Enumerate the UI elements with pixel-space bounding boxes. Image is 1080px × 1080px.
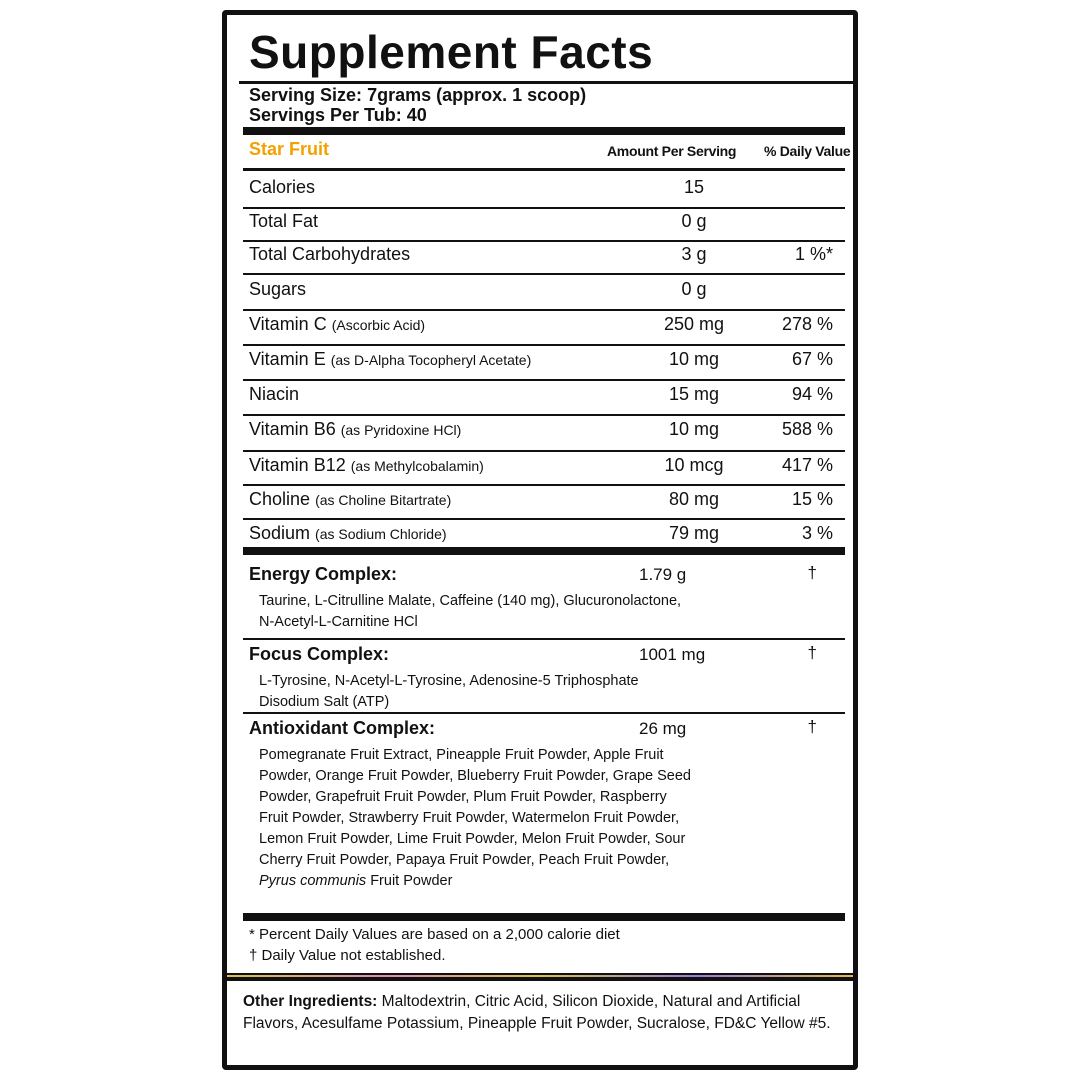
nutrient-name: Niacin bbox=[249, 384, 300, 404]
footnote-dagger: † Daily Value not established. bbox=[249, 947, 446, 964]
nutrient-daily-value: 94 % bbox=[791, 384, 833, 404]
nutrient-name: Total Fat bbox=[249, 211, 319, 231]
column-header-daily-value: % Daily Value bbox=[764, 143, 851, 159]
divider-thick bbox=[243, 547, 845, 555]
complex-amount: 26 mg bbox=[639, 719, 687, 738]
serving-size-value: 7grams (approx. 1 scoop) bbox=[367, 85, 587, 105]
complex-daily-value: † bbox=[807, 717, 817, 736]
row-divider bbox=[243, 240, 845, 242]
complex-desc-italic: Pyrus communis bbox=[259, 873, 367, 889]
complex-daily-value: † bbox=[807, 563, 817, 582]
divider-thick bbox=[243, 127, 845, 135]
complex-description: L-Tyrosine, N-Acetyl-L-Tyrosine, Adenosine-5 Triphosphate Disodium Salt (ATP) bbox=[259, 673, 639, 710]
nutrient-note: (Ascorbic Acid) bbox=[331, 317, 426, 333]
row-divider bbox=[243, 207, 845, 209]
row-divider bbox=[243, 273, 845, 275]
nutrient-amount: 250 mg bbox=[663, 314, 725, 334]
complex-description: Taurine, L-Citrulline Malate, Caffeine (140 mg), Glucuronolactone, N-Acetyl-L-Carnitine HCl bbox=[259, 593, 682, 630]
supplement-facts-panel bbox=[222, 10, 858, 1070]
nutrient-daily-value: 278 % bbox=[781, 314, 833, 334]
complex-name: Energy Complex: bbox=[249, 564, 398, 584]
title-rule bbox=[239, 81, 853, 84]
column-header-amount: Amount Per Serving bbox=[607, 143, 737, 159]
nutrient-name: Vitamin B12 (as Methylcobalamin) bbox=[249, 455, 484, 475]
complex-block bbox=[249, 563, 845, 633]
nutrient-name: Choline (as Choline Bitartrate) bbox=[249, 489, 452, 509]
nutrient-amount: 10 mg bbox=[668, 419, 720, 439]
nutrient-name: Sodium (as Sodium Chloride) bbox=[249, 523, 447, 543]
nutrient-amount: 3 g bbox=[681, 244, 707, 264]
nutrient-daily-value: 3 % bbox=[801, 523, 833, 543]
nutrient-name: Vitamin B6 (as Pyridoxine HCl) bbox=[249, 419, 462, 439]
nutrient-amount: 0 g bbox=[681, 279, 707, 299]
row-divider bbox=[243, 518, 845, 520]
flavor-label: Star Fruit bbox=[249, 139, 330, 159]
row-divider bbox=[243, 414, 845, 416]
servings-per-container bbox=[249, 105, 427, 125]
nutrient-note: (as Choline Bitartrate) bbox=[315, 492, 452, 508]
divider-thick bbox=[243, 913, 845, 921]
nutrient-amount: 80 mg bbox=[668, 489, 720, 509]
nutrient-amount: 0 g bbox=[681, 211, 707, 231]
nutrient-name: Vitamin C (Ascorbic Acid) bbox=[249, 314, 426, 334]
color-band bbox=[227, 973, 853, 981]
row-divider bbox=[243, 712, 845, 714]
nutrient-name: Calories bbox=[249, 177, 316, 197]
servings-per-value: 40 bbox=[406, 105, 427, 125]
nutrient-daily-value: 417 % bbox=[781, 455, 833, 475]
row-divider bbox=[243, 450, 845, 452]
nutrient-daily-value: 67 % bbox=[791, 349, 833, 369]
row-divider bbox=[243, 638, 845, 640]
nutrient-amount: 15 mg bbox=[668, 384, 720, 404]
nutrient-daily-value: 1 %* bbox=[794, 244, 833, 264]
nutrient-name: Total Carbohydrates bbox=[249, 244, 411, 264]
row-divider bbox=[243, 309, 845, 311]
other-ingredients-text: Maltodextrin, Citric Acid, Silicon Dioxide, Natural and Artificial Flavors, Acesulfame Potassium, Pineapple Fruit Powder, Sucralose, FD&C Yellow #5. bbox=[243, 993, 831, 1032]
nutrient-amount: 79 mg bbox=[668, 523, 720, 543]
divider-header bbox=[243, 168, 845, 171]
nutrient-amount: 15 bbox=[683, 177, 705, 197]
nutrient-amount: 10 mcg bbox=[664, 455, 724, 475]
nutrient-name: Sugars bbox=[249, 279, 307, 299]
nutrient-note: (as D-Alpha Tocopheryl Acetate) bbox=[330, 352, 532, 368]
row-divider bbox=[243, 484, 845, 486]
nutrient-daily-value: 588 % bbox=[781, 419, 833, 439]
nutrient-amount: 10 mg bbox=[668, 349, 720, 369]
nutrient-name: Vitamin E (as D-Alpha Tocopheryl Acetate) bbox=[249, 349, 532, 369]
nutrient-daily-value: 15 % bbox=[791, 489, 833, 509]
servings-per-label: Servings Per Tub: bbox=[249, 105, 402, 125]
serving-size-label: Serving Size: bbox=[249, 85, 363, 105]
nutrient-note: (as Methylcobalamin) bbox=[350, 458, 484, 474]
complex-block bbox=[249, 643, 845, 713]
complex-name: Focus Complex: bbox=[249, 644, 390, 664]
row-divider bbox=[243, 379, 845, 381]
complex-name: Antioxidant Complex: bbox=[249, 718, 436, 738]
other-ingredients bbox=[243, 991, 833, 1035]
complex-daily-value: † bbox=[807, 643, 817, 662]
complex-amount: 1.79 g bbox=[639, 565, 687, 584]
complex-block bbox=[249, 717, 845, 892]
footnote-daily-values: * Percent Daily Values are based on a 2,000 calorie diet bbox=[249, 926, 620, 943]
row-divider bbox=[243, 344, 845, 346]
serving-size bbox=[249, 85, 586, 105]
complex-amount: 1001 mg bbox=[639, 645, 706, 664]
nutrient-note: (as Sodium Chloride) bbox=[315, 526, 447, 542]
other-ingredients-label: Other Ingredients: bbox=[243, 993, 378, 1010]
nutrient-note: (as Pyridoxine HCl) bbox=[340, 422, 462, 438]
complex-description: Pomegranate Fruit Extract, Pineapple Fruit Powder, Apple Fruit Powder, Orange Fruit Powder, Blueberry Fruit Powder, Grape Seed Powder, Grapefruit Fruit Powder, Plum Fruit Powder, Raspberry Fruit Powder, Strawberry Fruit Powder, Watermelon Fruit Powder, Lemon Fruit Powder, Lime Fruit Powder, Melon Fruit Powder, Sour Cherry Fruit Powder, Papaya Fruit Powder, Peach Fruit Powder, Pyrus communis Fruit Powder bbox=[259, 747, 691, 889]
panel-title: Supplement Facts bbox=[249, 26, 654, 78]
